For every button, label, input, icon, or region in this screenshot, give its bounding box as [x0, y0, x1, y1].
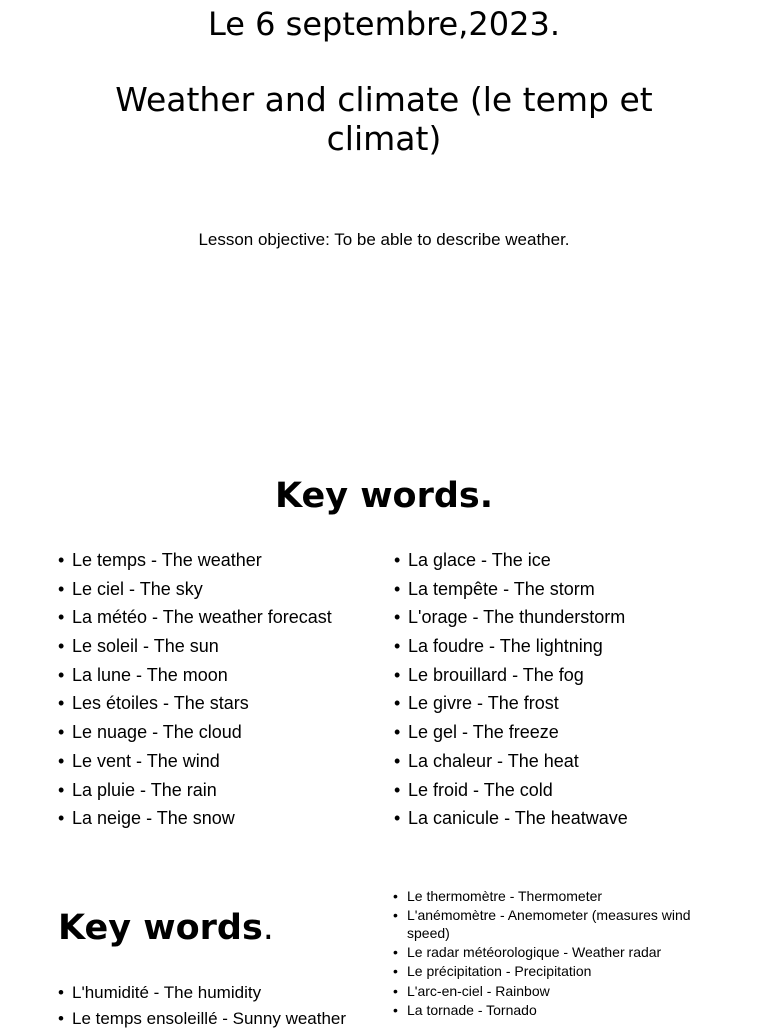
list-item: • Le givre - The frost — [394, 689, 628, 718]
list-item: • Le gel - The freeze — [394, 718, 628, 747]
list-item: • Le brouillard - The fog — [394, 661, 628, 690]
heading-dot: . — [262, 908, 274, 948]
vocab-list-left — [58, 546, 332, 833]
list-item: • Le ciel - The sky — [58, 575, 332, 604]
list-item: • Le froid - The cold — [394, 776, 628, 805]
key-words-slide — [0, 440, 768, 860]
lesson-title: Weather and climate (le temp et climat) — [115, 80, 653, 158]
list-item: • La pluie - The rain — [58, 776, 332, 805]
list-item: • Le temps - The weather — [58, 546, 332, 575]
list-item: • La lune - The moon — [58, 661, 332, 690]
title-slide — [0, 0, 768, 440]
list-item: • La tornade - Tornado — [393, 1002, 697, 1020]
list-item: • La neige - The snow — [58, 804, 332, 833]
lesson-date: Le 6 septembre,2023. — [208, 5, 560, 43]
list-item: • Le radar météorologique - Weather radar — [393, 944, 697, 962]
list-item: • L'anémomètre - Anemometer (measures wind speed) — [393, 907, 697, 942]
list-item: • La foudre - The lightning — [394, 632, 628, 661]
list-item: • Le nuage - The cloud — [58, 718, 332, 747]
list-item: • La tempête - The storm — [394, 575, 628, 604]
list-item: • Le précipitation - Precipitation — [393, 963, 697, 981]
vocab-list-bottom-left — [58, 980, 346, 1032]
list-item: • Le soleil - The sun — [58, 632, 332, 661]
list-item: • L'humidité - The humidity — [58, 980, 346, 1006]
list-item: • La chaleur - The heat — [394, 747, 628, 776]
list-item: • L'orage - The thunderstorm — [394, 603, 628, 632]
list-item: • La météo - The weather forecast — [58, 603, 332, 632]
vocab-list-bottom-right — [393, 888, 697, 1021]
list-item: • Les étoiles - The stars — [58, 689, 332, 718]
list-item: • Le vent - The wind — [58, 747, 332, 776]
heading-text: Key words — [58, 908, 263, 948]
list-item: • La glace - The ice — [394, 546, 628, 575]
list-item: • L'arc-en-ciel - Rainbow — [393, 983, 697, 1001]
key-words-heading-2 — [58, 906, 274, 950]
key-words-heading: Key words. — [274, 476, 494, 516]
list-item: • Le thermomètre - Thermometer — [393, 888, 697, 906]
list-item: • Le temps ensoleillé - Sunny weather — [58, 1006, 346, 1032]
key-words-slide-2 — [0, 860, 768, 1028]
lesson-objective: Lesson objective: To be able to describe weather. — [198, 230, 570, 249]
list-item: • La canicule - The heatwave — [394, 804, 628, 833]
vocab-list-right — [394, 546, 628, 833]
